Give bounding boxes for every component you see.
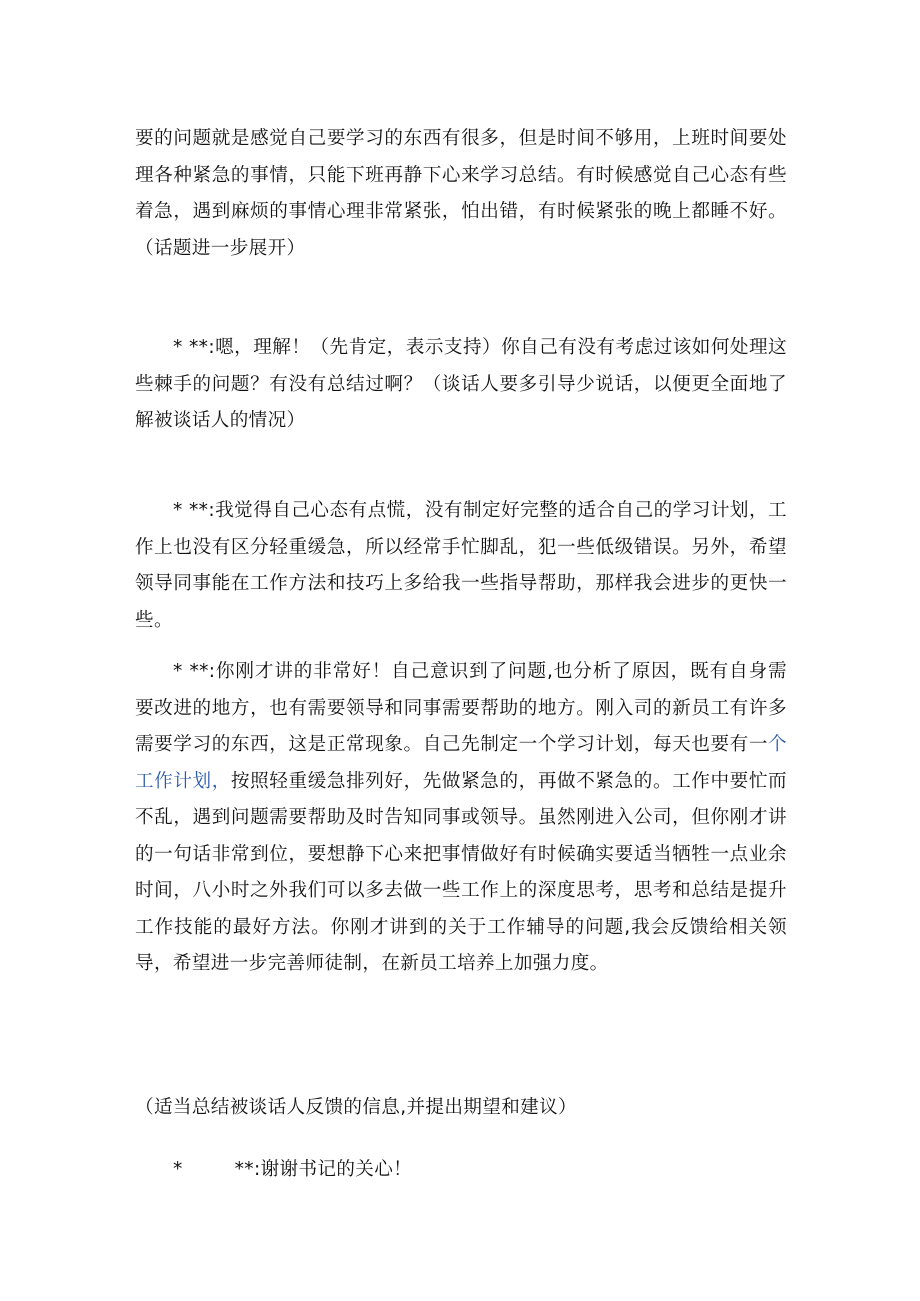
thanks-text: **:谢谢书记的关心！ xyxy=(234,1159,413,1180)
bullet-star: * xyxy=(173,1159,183,1180)
guidance-text-before-link: * **:你刚才讲的非常好！自己意识到了问题,也分析了原因，既有自身需要改进的地方，也有需要领导和同事需要帮助的地方。刚入司的新员工有许多需要学习的东西，这是正常现象。自己先制定一个学习计划，每天也要有一 xyxy=(135,661,787,755)
guidance-text-after-link: 按照轻重缓急排列好，先做紧急的，再做不紧急的。工作中要忙而不乱，遇到问题需要帮助及时告知同事或领导。虽然刚进入公司，但你刚才讲的一句话非常到位，要想静下心来把事情做好有时候确实要适当牺牲一点业余时间，八小时之外我们可以多去做一些工作上的深度思考，思考和总结是提升工作技能的最好方法。你刚才讲到的关于工作辅导的问题,我会反馈给相关领导，希望进一步完善师徒制，在新员工培养上加强力度。 xyxy=(135,770,787,974)
work-plan-link[interactable]: 个工作计划， xyxy=(135,734,787,792)
paragraph-self-analysis: * **:我觉得自己心态有点慌，没有制定好完整的适合自己的学习计划，工作上也没有区分轻重缓急，所以经常手忙脚乱，犯一些低级错误。另外，希望领导同事能在工作方法和技巧上多给我一些指导帮助，那样我会进步的更快一些。 xyxy=(135,500,787,631)
paragraph-summary-note: （适当总结被谈话人反馈的信息,并提出期望和建议） xyxy=(135,1097,577,1118)
paragraph-thanks xyxy=(135,1152,787,1189)
paragraph-problem-description: 要的问题就是感觉自己要学习的东西有很多，但是时间不够用，上班时间要处理各种紧急的事情，只能下班再静下心来学习总结。有时候感觉自己心态有些着急，遇到麻烦的事情心理非常紧张，怕出错，有时候紧张的晚上都睡不好。（话题进一步展开） xyxy=(135,128,787,259)
paragraph-guidance-response xyxy=(135,654,787,983)
paragraph-understanding-response: * **:嗯，理解！（先肯定，表示支持）你自己有没有考虑过该如何处理这些棘手的问题？有没有总结过啊？（谈话人要多引导少说话，以便更全面地了解被谈话人的情况） xyxy=(135,337,787,431)
